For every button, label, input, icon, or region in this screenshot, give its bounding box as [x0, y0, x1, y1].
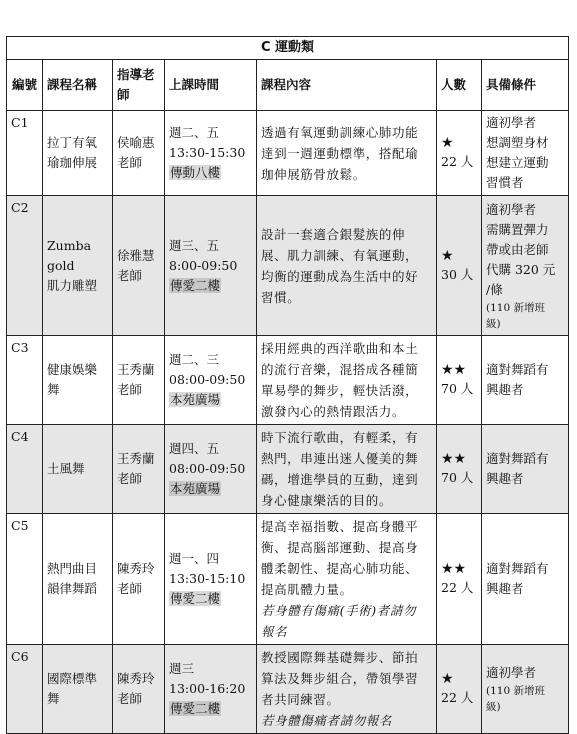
class-time-line: 週二、五 — [169, 125, 220, 140]
course-code: C6 — [7, 645, 43, 734]
class-time — [165, 196, 257, 336]
header-time: 上課時間 — [165, 60, 257, 111]
teacher-name-line: 侯喻惠 — [117, 135, 155, 150]
course-content-line: 者共同練習。 — [261, 692, 340, 707]
difficulty-stars: ★★ — [441, 561, 467, 577]
class-time-line: 08:00-09:50 — [169, 372, 246, 387]
table-row — [7, 336, 569, 425]
teacher-name — [113, 336, 165, 425]
requirement-line: 需購置彈力 — [486, 221, 549, 237]
class-size — [437, 336, 482, 425]
teacher-name — [113, 514, 165, 645]
course-code: C5 — [7, 514, 43, 645]
course-name — [43, 645, 113, 734]
course-name-line: 肌力雕塑 — [47, 277, 98, 293]
difficulty-stars: ★ — [441, 135, 454, 151]
course-note-line: 若身體有傷痛(手術)者請勿 — [261, 603, 417, 618]
requirement-line: 想建立運動 — [486, 155, 549, 170]
teacher-name-line: 陳秀玲 — [117, 671, 155, 686]
course-content-line: 珈伸展筋骨放鬆。 — [261, 166, 366, 182]
class-size-number: 22 人 — [441, 690, 474, 705]
table-row — [7, 111, 569, 196]
class-location: 傳動八樓 — [170, 165, 221, 180]
course-name-line: 舞 — [47, 691, 60, 706]
teacher-name-line: 老師 — [117, 382, 143, 397]
difficulty-stars: ★ — [441, 247, 454, 264]
class-time-line: 8:00-09:50 — [169, 257, 238, 273]
course-content-line: 的流行音樂，混搭成各種簡 — [261, 362, 419, 377]
course-name — [43, 336, 113, 425]
teacher-name-line: 老師 — [117, 691, 143, 706]
class-location: 傳愛二樓 — [170, 277, 221, 293]
course-content-line: 算法及舞步組合，帶領學習 — [261, 671, 419, 686]
course-content-line: 身心健康樂活的目的。 — [261, 493, 393, 508]
class-size-number: 22 人 — [441, 154, 474, 169]
course-code: C3 — [7, 336, 43, 425]
requirement-line: 適對舞蹈有 — [486, 561, 549, 576]
requirements — [482, 514, 569, 645]
class-time — [165, 111, 257, 196]
requirements — [482, 425, 569, 514]
class-time-line: 08:00-09:50 — [169, 461, 246, 476]
course-name-line: 拉丁有氧 — [47, 135, 98, 150]
class-time-line: 週四、五 — [169, 441, 220, 456]
course-name-line: Zumba — [47, 237, 92, 253]
difficulty-stars: ★★ — [441, 451, 467, 467]
class-location: 傳愛二樓 — [170, 591, 221, 606]
table-row — [7, 425, 569, 514]
course-code: C2 — [7, 196, 43, 336]
course-content-line: 採用經典的西洋歌曲和本土 — [261, 341, 419, 356]
class-time-line: 週二、三 — [169, 352, 220, 367]
difficulty-stars: ★★ — [441, 362, 467, 378]
course-name-line: 瑜珈伸展 — [47, 155, 98, 170]
course-name-line: 健康娛樂 — [47, 362, 98, 377]
header-requirements: 具備條件 — [482, 60, 569, 111]
table-row — [7, 514, 569, 645]
class-time — [165, 425, 257, 514]
teacher-name-line: 陳秀玲 — [117, 561, 155, 576]
class-location: 本苑廣場 — [170, 481, 221, 496]
course-name — [43, 111, 113, 196]
requirements — [482, 645, 569, 734]
header-course: 課程名稱 — [43, 60, 113, 111]
course-content-line: 碼，增進學員的互動，達到 — [261, 472, 419, 487]
course-content-line: 體柔韌性、提高心肺功能、 — [261, 561, 419, 576]
requirements — [482, 111, 569, 196]
course-note-line: 報名 — [261, 624, 288, 639]
course-note-line: 若身體傷痛者請勿報名 — [261, 713, 393, 728]
header-row — [7, 60, 569, 111]
requirement-line: 適初學者 — [486, 201, 537, 217]
class-size — [437, 645, 482, 734]
class-time-line: 週一、四 — [169, 551, 220, 566]
requirement-line: 習慣者 — [486, 175, 524, 190]
course-content-line: 教授國際舞基礎舞步、節拍 — [261, 650, 419, 665]
requirement-line: 帶或由老師 — [486, 241, 549, 257]
class-location: 傳愛二樓 — [170, 701, 221, 716]
course-name — [43, 196, 113, 336]
requirements — [482, 196, 569, 336]
header-teacher: 指導老師 — [113, 60, 165, 111]
class-time — [165, 336, 257, 425]
teacher-name-line: 老師 — [117, 267, 143, 283]
course-content-line: 衡、提高腦部運動、提高身 — [261, 540, 419, 555]
teacher-name-line: 老師 — [117, 581, 143, 596]
course-content-line: 達到一週運動標準，搭配瑜 — [261, 145, 419, 161]
class-size — [437, 514, 482, 645]
table-title: C 運動類 — [7, 37, 569, 60]
course-content-line: 均衡的運動成為生活中的好 — [261, 268, 419, 284]
difficulty-stars: ★ — [441, 671, 454, 687]
requirement-line: 興趣者 — [486, 382, 524, 397]
class-size — [437, 425, 482, 514]
course-content-line: 提高幸福指數、提高身體平 — [261, 519, 419, 534]
requirement-line: 適初學者 — [486, 115, 537, 130]
course-name-line: 舞 — [47, 382, 60, 397]
requirement-line: 興趣者 — [486, 471, 524, 486]
course-content-line: 設計一套適合銀髮族的伸 — [261, 226, 406, 242]
course-name — [43, 514, 113, 645]
class-time-line: 13:30-15:10 — [169, 571, 246, 586]
course-content — [257, 111, 437, 196]
teacher-name-line: 老師 — [117, 155, 143, 170]
class-time-line: 13:00-16:20 — [169, 681, 246, 696]
course-content — [257, 645, 437, 734]
course-code: C4 — [7, 425, 43, 514]
course-content — [257, 514, 437, 645]
course-content-line: 單易學的舞步，輕快活潑， — [261, 383, 419, 398]
course-content — [257, 196, 437, 336]
header-count: 人數 — [437, 60, 482, 111]
course-content-line: 熱門，串連出迷人優美的舞 — [261, 451, 419, 466]
requirement-line: 代購 320 元 — [486, 261, 556, 277]
header-code: 編號 — [7, 60, 43, 111]
class-time — [165, 645, 257, 734]
class-size-number: 30 人 — [441, 266, 474, 282]
course-table — [6, 36, 569, 734]
requirement-line: 適初學者 — [486, 665, 537, 680]
header-content: 課程內容 — [257, 60, 437, 111]
course-content-line: 時下流行歌曲，有輕柔，有 — [261, 430, 419, 445]
requirement-note-line: 級) — [486, 701, 501, 713]
course-name — [43, 425, 113, 514]
class-size-number: 70 人 — [441, 381, 474, 396]
course-content — [257, 336, 437, 425]
teacher-name — [113, 111, 165, 196]
requirement-note-line: 級) — [486, 317, 501, 330]
class-time-line: 週三 — [169, 661, 195, 676]
teacher-name — [113, 196, 165, 336]
table-row — [7, 196, 569, 336]
requirement-line: 興趣者 — [486, 581, 524, 596]
course-code: C1 — [7, 111, 43, 196]
class-size — [437, 196, 482, 336]
course-content-line: 展、肌力訓練、有氧運動， — [261, 247, 419, 263]
course-content-line: 習慣。 — [261, 289, 301, 305]
teacher-name-line: 王秀蘭 — [117, 451, 155, 466]
class-time-line: 週三、五 — [169, 237, 220, 253]
course-name-line: 熱門曲目 — [47, 561, 98, 576]
class-size-number: 22 人 — [441, 580, 474, 595]
requirements — [482, 336, 569, 425]
requirement-note-line: (110 新增班 — [486, 301, 545, 314]
requirement-line: /條 — [486, 281, 503, 297]
class-time-line: 13:30-15:30 — [169, 145, 246, 160]
requirement-note-line: (110 新增班 — [486, 685, 545, 697]
class-location: 本苑廣場 — [170, 392, 221, 407]
teacher-name-line: 王秀蘭 — [117, 362, 155, 377]
class-size — [437, 111, 482, 196]
teacher-name — [113, 425, 165, 514]
teacher-name-line: 徐雅慧 — [117, 247, 155, 263]
course-content — [257, 425, 437, 514]
course-content-line: 激發內心的熱情跟活力。 — [261, 404, 406, 419]
course-name-line: 國際標準 — [47, 671, 98, 686]
requirement-line: 適對舞蹈有 — [486, 362, 549, 377]
requirement-line: 適對舞蹈有 — [486, 451, 549, 466]
teacher-name — [113, 645, 165, 734]
class-size-number: 70 人 — [441, 470, 474, 485]
course-name-line: gold — [47, 257, 75, 273]
course-name-line: 土風舞 — [47, 461, 85, 476]
class-time — [165, 514, 257, 645]
course-content-line: 提高肌體力量。 — [261, 582, 353, 597]
teacher-name-line: 老師 — [117, 471, 143, 486]
course-name-line: 韻律舞蹈 — [47, 581, 98, 596]
course-content-line: 透過有氧運動訓練心肺功能 — [261, 124, 419, 140]
table-row — [7, 645, 569, 734]
requirement-line: 想調塑身材 — [486, 135, 549, 150]
